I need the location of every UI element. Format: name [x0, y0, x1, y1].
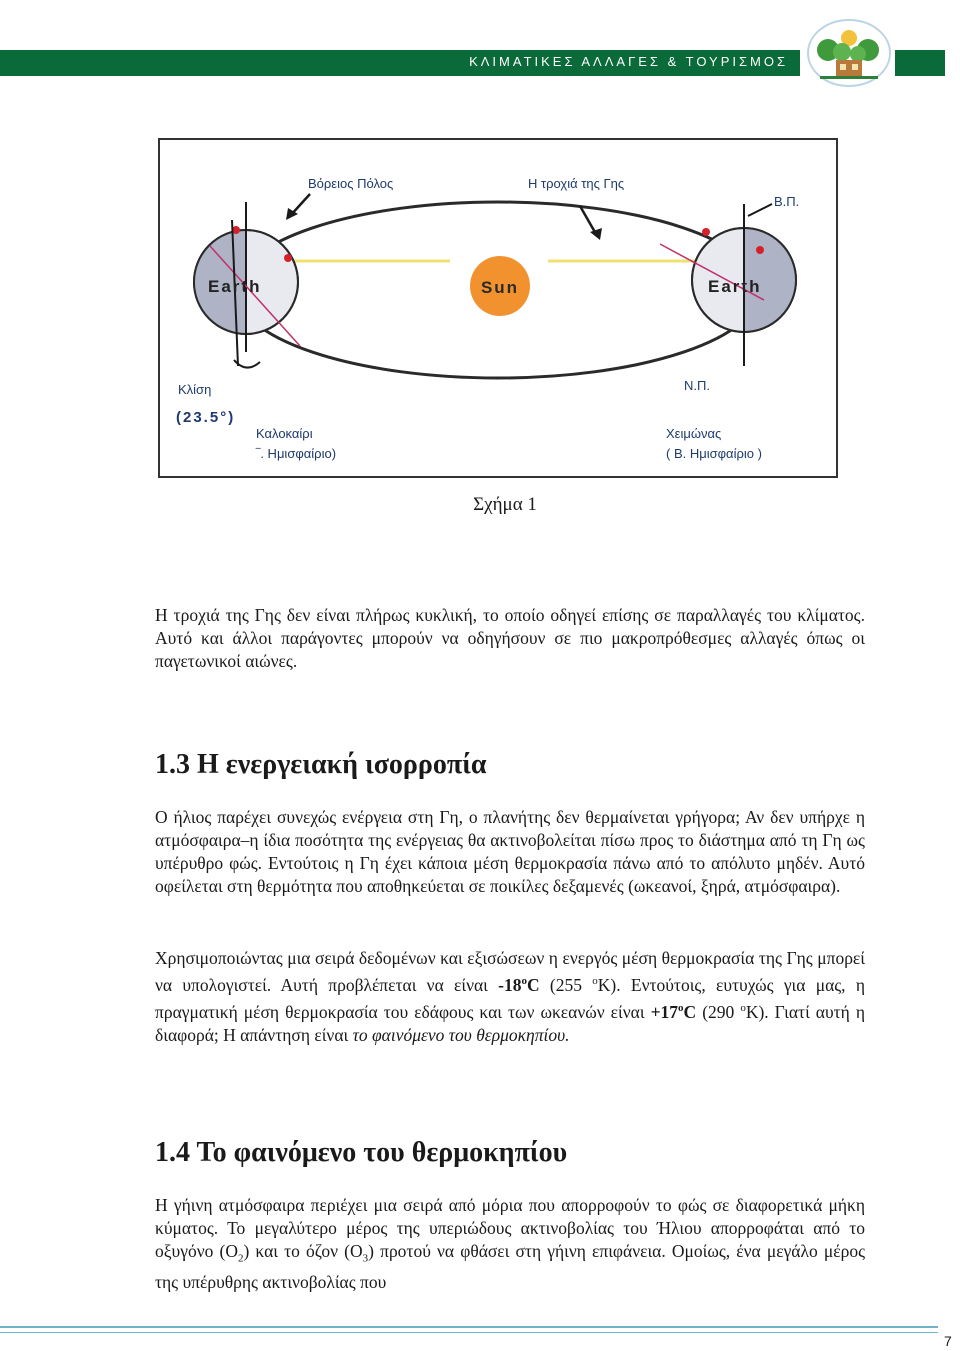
earth-left-label: Earth: [208, 277, 262, 296]
summer-label: Καλοκαίρι: [256, 426, 313, 441]
section-1-3-paragraph-1: Ο ήλιος παρέχει συνεχώς ενέργεια στη Γη, ο πλανήτης δεν θερμαίνεται γρήγορα; Αν δεν υπήρχε η ατμόσφαιρα–η ίδια ποσότητα της ενέργειας θα ακτινοβολείται πίσω προς το διάστημα από τη Γη ως υπέρυθρο φώς. Εντούτοις η Γη έχει κάποια μέση θερμοκρασία πάνω από το απόλυτο μηδέν. Αυτό οφείλεται στη θερμότητα που αποθηκεύεται σε ποικίλες δεξαμενές (ωκεανοί, ξηρά, ατμόσφαιρα).: [155, 807, 865, 896]
page-number: 7: [944, 1333, 952, 1349]
section-1-3-heading: 1.3 Η ενεργειακή ισορροπία: [155, 749, 487, 780]
earth-right-label: Earth: [708, 277, 762, 296]
tilt-value: (23.5°): [176, 409, 236, 426]
section-1-4-paragraph: Η γήινη ατμόσφαιρα περιέχει μια σειρά από μόρια που απορροφούν το φώς σε διαφορετικά μήκη κύματος. Το μεγαλύτερο μέρος της υπεριώδους ακτινοβολίας του Ήλιου απορροφάται από το οξυγόνο $(O_2)$ και το όζον $(O_3)$ προτού να φθάσει στη γήινη επιφάνεια. Ομοίως, ένα μεγάλο μέρος της υπέρυθρης ακτινοβολίας που: [155, 1195, 865, 1292]
orbit-label: Η τροχιά της Γης: [528, 176, 625, 191]
sun-label: Sun: [480, 278, 520, 297]
header-bar-right: [895, 50, 945, 76]
winter-label: Χειμώνας: [666, 426, 722, 441]
winter-hemisphere: ( Β. Ημισφαίριο ): [666, 446, 762, 461]
figure-earth-orbit: [158, 138, 838, 478]
logo-icon: [806, 18, 892, 88]
orbit-arrow: [580, 206, 602, 240]
orbit-diagram: [160, 140, 836, 476]
paragraph-orbit: Η τροχιά της Γης δεν είναι πλήρως κυκλική, το οποίο οδηγεί επίσης σε παραλλαγές του κλίματος. Αυτό και άλλοι παράγοντες μπορούν να οδηγήσουν σε πιο μακροπρόθεσμες αλλαγές όπως οι παγετωνικοί αιώνες.: [155, 605, 865, 671]
sp-short-label: Ν.Π.: [684, 378, 710, 393]
np-short-label: Β.Π.: [774, 194, 800, 209]
section-1-4-heading: 1.4 Το φαινόμενο του θερμοκηπίου: [155, 1137, 568, 1168]
footer-line-thin: [0, 1332, 938, 1333]
header-title: ΚΛΙΜΑΤΙΚΕΣ ΑΛΛΑΓΕΣ & ΤΟΥΡΙΣΜΟΣ: [469, 54, 788, 69]
north-pole-label: Βόρειος Πόλος: [308, 176, 394, 191]
footer-line: [0, 1326, 938, 1328]
figure-caption: Σχήμα 1: [473, 494, 537, 515]
north-pole-arrow: [286, 194, 310, 220]
summer-hemisphere: ‾. Ημισφαίριο): [256, 446, 337, 461]
tilt-label: Κλίση: [178, 382, 212, 397]
np-short-arrow: [748, 204, 772, 216]
degree-k1: o: [592, 975, 598, 987]
section-1-3-paragraph-2: Χρησιμοποιώντας μια σειρά δεδομένων και εξισώσεων η ενεργός μέση θερμοκρασία της Γης μπορεί να υπολογιστεί. Αυτή προβλέπεται να είναι -18$^o$C (255 $^o$K). Εντούτοις, ευτυχώς για μας, η πραγματική μέση θερμοκρασία του εδάφους και των ωκεανών $\varepsilon ί\nu\alpha\iota +17^oC$ (290 $^o$K). Γιατί αυτή η διαφορά; Η απάντηση είναι το φαινόμενο του θερμοκηπίου.: [155, 948, 865, 1045]
header-bar: [0, 50, 800, 76]
